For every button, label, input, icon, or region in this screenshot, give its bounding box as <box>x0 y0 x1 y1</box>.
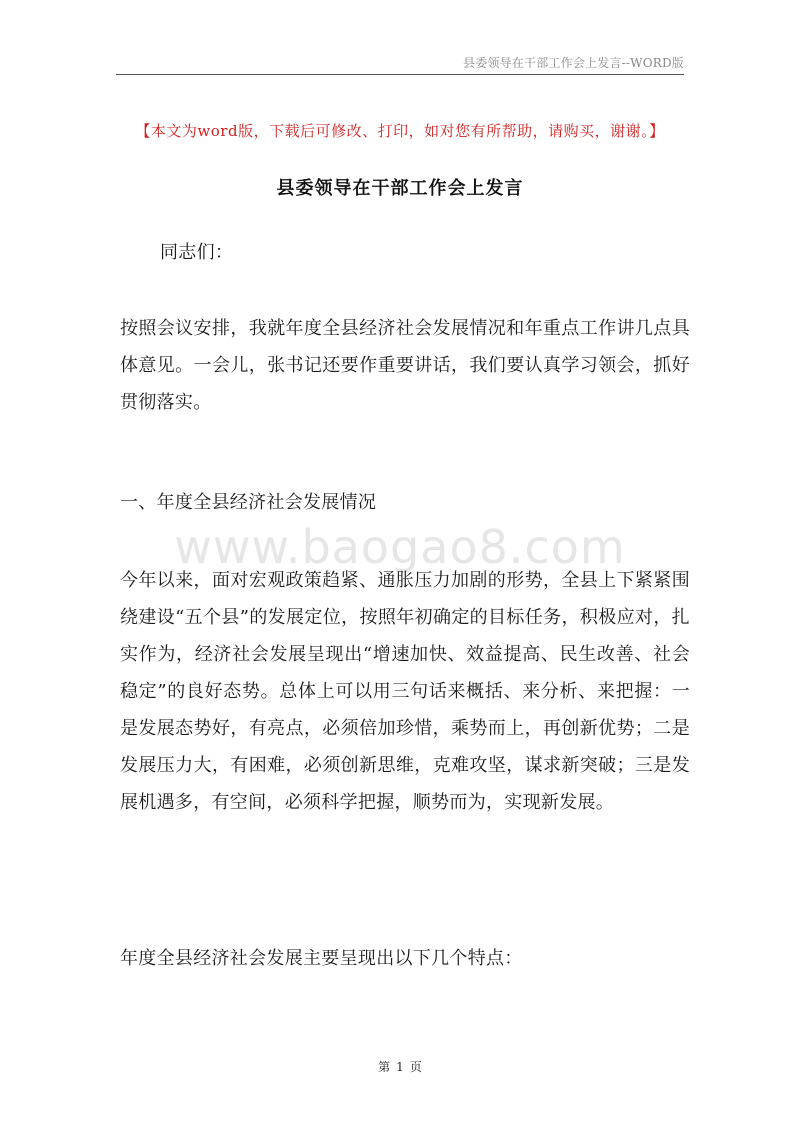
document-title: 县委领导在干部工作会上发言 <box>276 178 524 199</box>
section-heading-1: 一、年度全县经济社会发展情况 <box>120 492 377 513</box>
paragraph-development: 今年以来，面对宏观政策趋紧、通胀压力加剧的形势，全县上下紧紧围绕建设“五个县”的发展定位，按照年初确定的目标任务，积极应对，扎实作为，经济社会发展呈现出“增速加快、效益提高、民生改善、社会稳定”的良好态势。总体上可以用三句话来概括、来分析、来把握：一是发展态势好，有亮点，必须倍加珍惜，乘势而上，再创新优势；二是发展压力大，有困难，必须创新思维，克难攻坚，谋求新突破；三是发展机遇多，有空间，必须科学把握，顺势而为，实现新发展。 <box>120 570 690 813</box>
paragraph-intro: 按照会议安排，我就年度全县经济社会发展情况和年重点工作讲几点具体意见。一会儿，张书记还要作重要讲话，我们要认真学习领会，抓好贯彻落实。 <box>120 318 690 413</box>
page-number: 1 <box>396 1060 404 1074</box>
page-footer <box>0 1058 800 1075</box>
header-divider <box>116 74 684 75</box>
footer-suffix: 页 <box>409 1060 422 1074</box>
footer-prefix: 第 <box>378 1060 391 1074</box>
watermark-text: www.baogao8.com <box>174 520 626 574</box>
download-notice: 【本文为word版，下载后可修改、打印，如对您有所帮助，请购买，谢谢。】 <box>135 122 665 140</box>
running-header: 县委领导在干部工作会上发言--WORD版 <box>463 56 684 70</box>
greeting: 同志们： <box>160 242 234 263</box>
paragraph-features: 年度全县经济社会发展主要呈现出以下几个特点： <box>120 948 523 969</box>
